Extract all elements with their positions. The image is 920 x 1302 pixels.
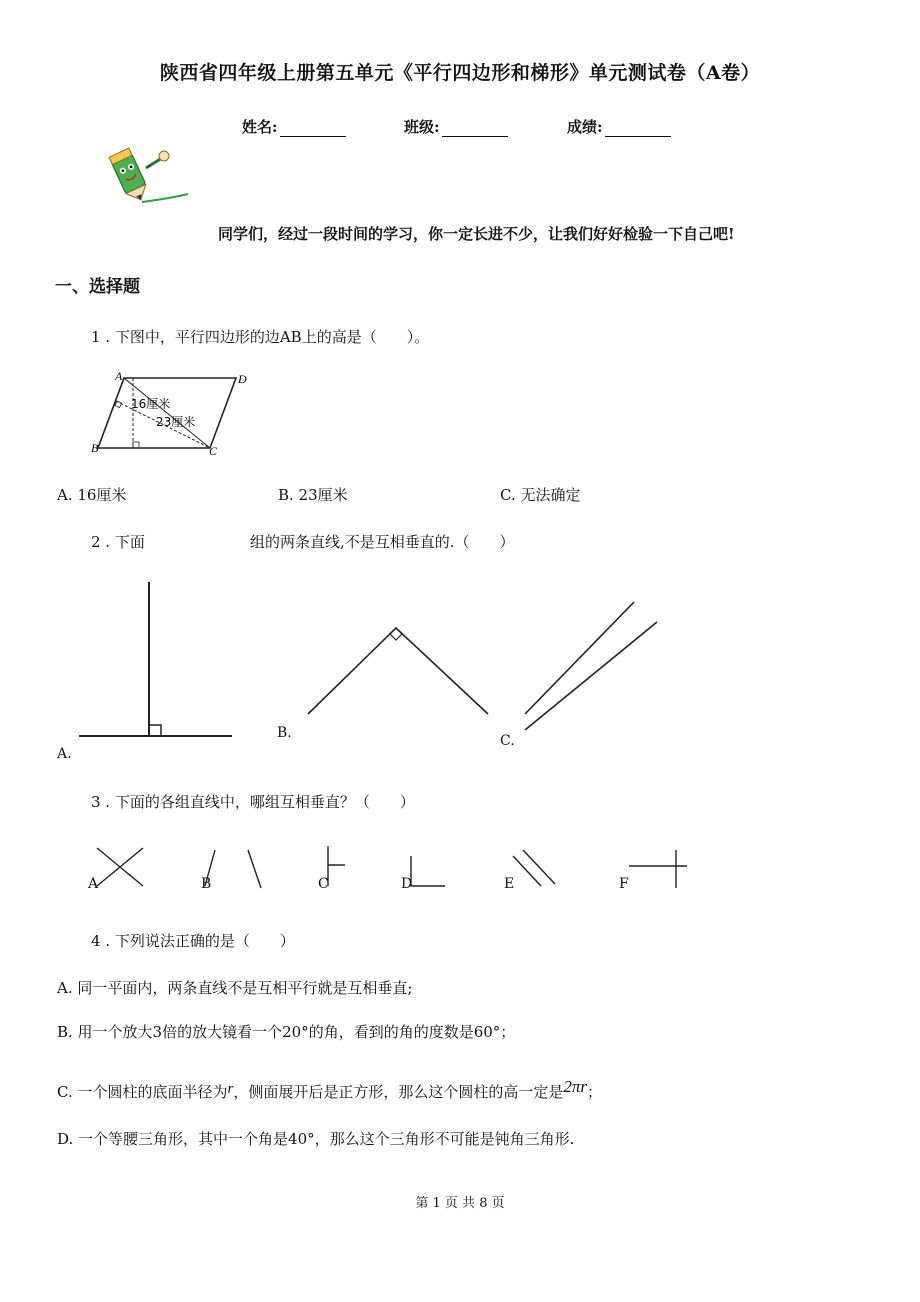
q1-option-c[interactable]: C. 无法确定 <box>500 486 581 504</box>
class-blank[interactable] <box>442 120 508 137</box>
length-23: 23厘米 <box>156 415 196 429</box>
radius-symbol: r <box>227 1081 234 1097</box>
q2-line-figures <box>76 578 666 748</box>
page-number: 第 1 页 共 8 页 <box>415 1196 505 1211</box>
q4-option-c-text-b: ，侧面展开后是正方形，那么这个圆柱的高一定是 <box>233 1083 564 1101</box>
q2-label-b[interactable]: B. <box>277 725 292 741</box>
greeting-text: 同学们，经过一段时间的学习，你一定长进不少，让我们好好检验一下自己吧! <box>218 225 735 243</box>
question-2-part-b: 组的两条直线,不是互相垂直的.（ ） <box>250 533 515 551</box>
two-pi-r-formula: 2πr <box>563 1077 587 1096</box>
q3-label-b[interactable]: B <box>201 876 212 892</box>
vertex-B: B <box>91 441 99 455</box>
name-blank[interactable] <box>280 120 346 137</box>
score-label: 成绩: <box>567 118 603 136</box>
page-title: 陕西省四年级上册第五单元《平行四边形和梯形》单元测试卷（A卷） <box>159 62 761 84</box>
section-title: 一、选择题 <box>55 277 140 297</box>
q4-option-c[interactable] <box>57 1077 602 1102</box>
q2-label-a[interactable]: A. <box>57 746 72 762</box>
vertex-A: A <box>115 369 123 383</box>
score-blank[interactable] <box>605 120 671 137</box>
score-field[interactable] <box>567 116 671 137</box>
q3-label-e[interactable]: E <box>504 876 515 892</box>
q3-label-d[interactable]: D <box>401 876 413 892</box>
q3-label-f[interactable]: F <box>619 876 629 892</box>
question-3: 3 . 下面的各组直线中，哪组互相垂直？（ ） <box>91 793 415 811</box>
vertex-D: D <box>238 372 247 386</box>
q1-option-a[interactable]: A. 16厘米 <box>57 486 127 504</box>
q4-option-a[interactable]: A. 同一平面内，两条直线不是互相平行就是互相垂直; <box>57 979 413 997</box>
q1-option-b[interactable]: B. 23厘米 <box>278 486 348 504</box>
q4-option-b[interactable]: B. 用一个放大3倍的放大镜看一个20°的角，看到的角的度数是60°； <box>57 1023 516 1041</box>
parallelogram-figure <box>88 366 258 460</box>
length-16: 16厘米 <box>131 397 171 411</box>
question-4: 4 . 下列说法正确的是（ ） <box>91 932 295 950</box>
q3-line-figures <box>85 840 695 898</box>
q4-option-c-text-a: C. 一个圆柱的底面半径为 <box>57 1083 228 1101</box>
q3-label-a[interactable]: A <box>88 876 99 892</box>
class-label: 班级: <box>404 118 440 136</box>
q4-option-c-text-c: ； <box>586 1083 602 1101</box>
pencil-mascot-icon <box>102 144 192 206</box>
name-field[interactable] <box>242 116 346 137</box>
q4-option-d[interactable]: D. 一个等腰三角形，其中一个角是40°，那么这个三角形不可能是钝角三角形. <box>57 1130 575 1148</box>
question-2-part-a: 2 . 下面 <box>91 533 145 551</box>
q2-label-c[interactable]: C. <box>500 733 515 749</box>
question-1: 1 . 下图中，平行四边形的边AB上的高是（ ）。 <box>91 328 430 346</box>
vertex-C: C <box>209 444 218 458</box>
class-field[interactable] <box>404 116 508 137</box>
name-label: 姓名: <box>242 118 278 136</box>
q3-label-c[interactable]: C <box>318 876 329 892</box>
